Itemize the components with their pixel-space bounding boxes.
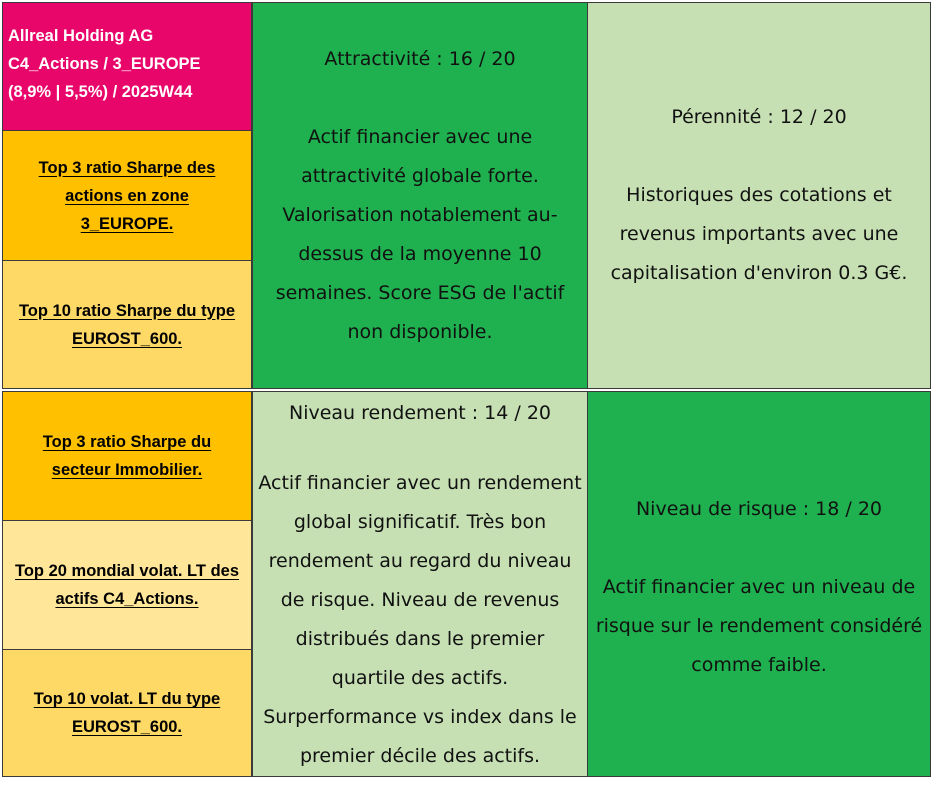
- company-name: Allreal Holding AG: [8, 27, 154, 45]
- ranking-label: Top 3 ratio Sharpe des actions en zone 3_EUROPE.: [38, 158, 216, 233]
- perennite-title: Pérennité : 12 / 20: [671, 106, 847, 128]
- asset-category: C4_Actions / 3_EUROPE: [8, 55, 201, 73]
- asset-header: [2, 2, 252, 131]
- rendement-title: Niveau rendement : 14 / 20: [288, 402, 552, 424]
- attractivite-panel: [252, 2, 588, 389]
- ranking-label: Top 3 ratio Sharpe du secteur Immobilier.: [42, 433, 212, 479]
- rendement-text: Actif financier avec un rendement global significatif. Très bon rendement au regard du niveau de risque. Niveau de revenus distribués dans le premier quartile des actifs. Surperformance vs index dans le premier décile des actifs.: [258, 472, 582, 767]
- ranking-cell: [2, 260, 252, 389]
- risque-title: Niveau de risque : 18 / 20: [635, 498, 883, 520]
- ranking-label: Top 10 volat. LT du type EUROST_600.: [33, 690, 221, 736]
- risque-panel: [587, 391, 931, 777]
- ranking-cell: [2, 520, 252, 650]
- rendement-panel: [252, 391, 588, 777]
- perennite-panel: [587, 2, 931, 389]
- ranking-cell: [2, 130, 252, 261]
- attractivite-title: Attractivité : 16 / 20: [324, 48, 516, 70]
- ranking-label: Top 20 mondial volat. LT des actifs C4_Actions.: [15, 562, 239, 608]
- perennite-text: Historiques des cotations et revenus importants avec une capitalisation d'environ 0.3 G€.: [610, 184, 908, 284]
- risque-text: Actif financier avec un niveau de risque sur le rendement considéré comme faible.: [595, 576, 923, 676]
- ranking-label: Top 10 ratio Sharpe du type EUROST_600.: [18, 301, 236, 348]
- asset-stats: (8,9% | 5,5%) / 2025W44: [8, 83, 193, 101]
- ranking-cell: [2, 649, 252, 777]
- ranking-cell: [2, 391, 252, 521]
- attractivite-text: Actif financier avec une attractivité globale forte. Valorisation notablement au-dessus de la moyenne 10 semaines. Score ESG de l'actif non disponible.: [275, 126, 565, 343]
